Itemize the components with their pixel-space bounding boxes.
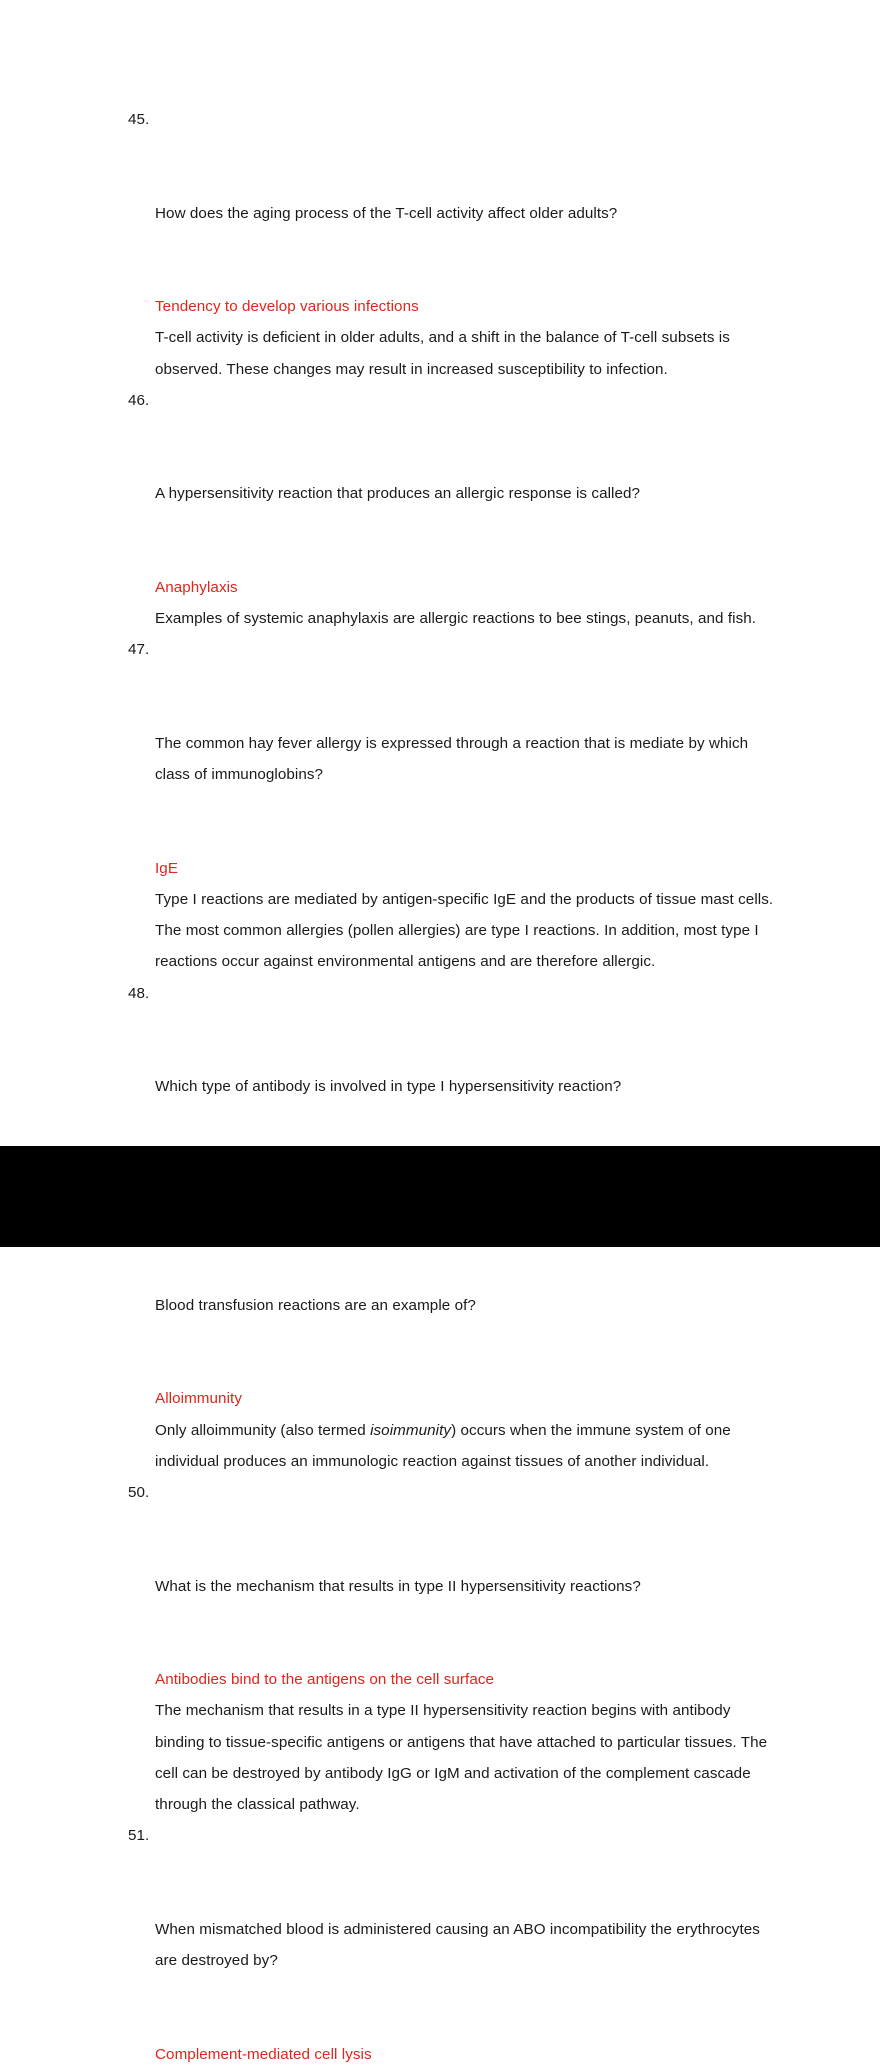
- question-line: [128, 1477, 778, 1664]
- qa-item: [128, 385, 778, 635]
- qa-item: [128, 634, 778, 977]
- footer-band: [0, 1146, 880, 1247]
- question-text: Blood transfusion reactions are an example of?: [155, 1296, 476, 1314]
- answer-text: Alloimmunity: [155, 1390, 242, 1408]
- explanation-text: [128, 1415, 778, 1477]
- answer-text: IgE: [155, 859, 179, 877]
- answer-text: Antibodies bind to the antigens on the cell surface: [155, 1671, 495, 1689]
- explanation-text: [128, 322, 778, 384]
- explanation-text: [128, 884, 778, 978]
- question-text: Which type of antibody is involved in type I hypersensitivity reaction?: [155, 1078, 622, 1096]
- qa-item: [128, 1477, 778, 1820]
- explanation-part-1: Examples of systemic anaphylaxis are allergic reactions to bee stings, peanuts, and fish.: [155, 610, 757, 628]
- question-line: [128, 104, 778, 291]
- explanation-text: [128, 1695, 778, 1820]
- explanation-part-2: ) occurs when the immune system of one individual produces an immunologic reaction against tissues of another individual.: [155, 1421, 736, 1470]
- qa-item: [128, 104, 778, 385]
- question-number: 50.: [128, 1483, 150, 1501]
- question-line: [128, 634, 778, 852]
- qa-item: [128, 1820, 778, 2070]
- explanation-part-1: Type I reactions are mediated by antigen-specific IgE and the products of tissue mast cells. The most common allergies (pollen allergies) are type I reactions. In addition, most type I reactions occur against environmental antigens and are therefore allergic.: [155, 891, 778, 971]
- question-line: [128, 1820, 778, 2038]
- explanation-italic: isoimmunity: [370, 1421, 452, 1439]
- explanation-text: [128, 603, 778, 634]
- answer-text: Complement-mediated cell lysis: [155, 2045, 372, 2063]
- answer-text: Tendency to develop various infections: [155, 298, 419, 316]
- answer-text: Anaphylaxis: [155, 579, 238, 597]
- question-text: What is the mechanism that results in type II hypersensitivity reactions?: [155, 1577, 641, 1595]
- question-text: When mismatched blood is administered causing an ABO incompatibility the erythrocytes are destroyed by?: [155, 1920, 765, 1969]
- question-number: 47.: [128, 641, 150, 659]
- question-number: 45.: [128, 111, 150, 128]
- explanation-part-1: Only alloimmunity (also termed: [155, 1421, 371, 1439]
- explanation-part-1: T-cell activity is deficient in older adults, and a shift in the balance of T-cell subsets is observed. These changes may result in increased susceptibility to infection.: [155, 329, 735, 378]
- question-number: 48.: [128, 984, 150, 1002]
- question-number: 46.: [128, 391, 150, 409]
- question-text: How does the aging process of the T-cell activity affect older adults?: [155, 204, 618, 222]
- question-number: 51.: [128, 1827, 150, 1845]
- question-text: The common hay fever allergy is expressed through a reaction that is mediate by which class of immunoglobins?: [155, 735, 753, 784]
- question-line: [128, 385, 778, 572]
- qa-list: [128, 104, 778, 2070]
- question-line: [128, 978, 778, 1165]
- question-text: A hypersensitivity reaction that produces an allergic response is called?: [155, 485, 641, 503]
- explanation-part-1: The mechanism that results in a type II hypersensitivity reaction begins with antibody binding to tissue-specific antigens or antigens that have attached to particular tissues. The cell can be destroyed by antibody IgG or IgM and activation of the complement cascade through the classical pathway.: [155, 1702, 772, 1813]
